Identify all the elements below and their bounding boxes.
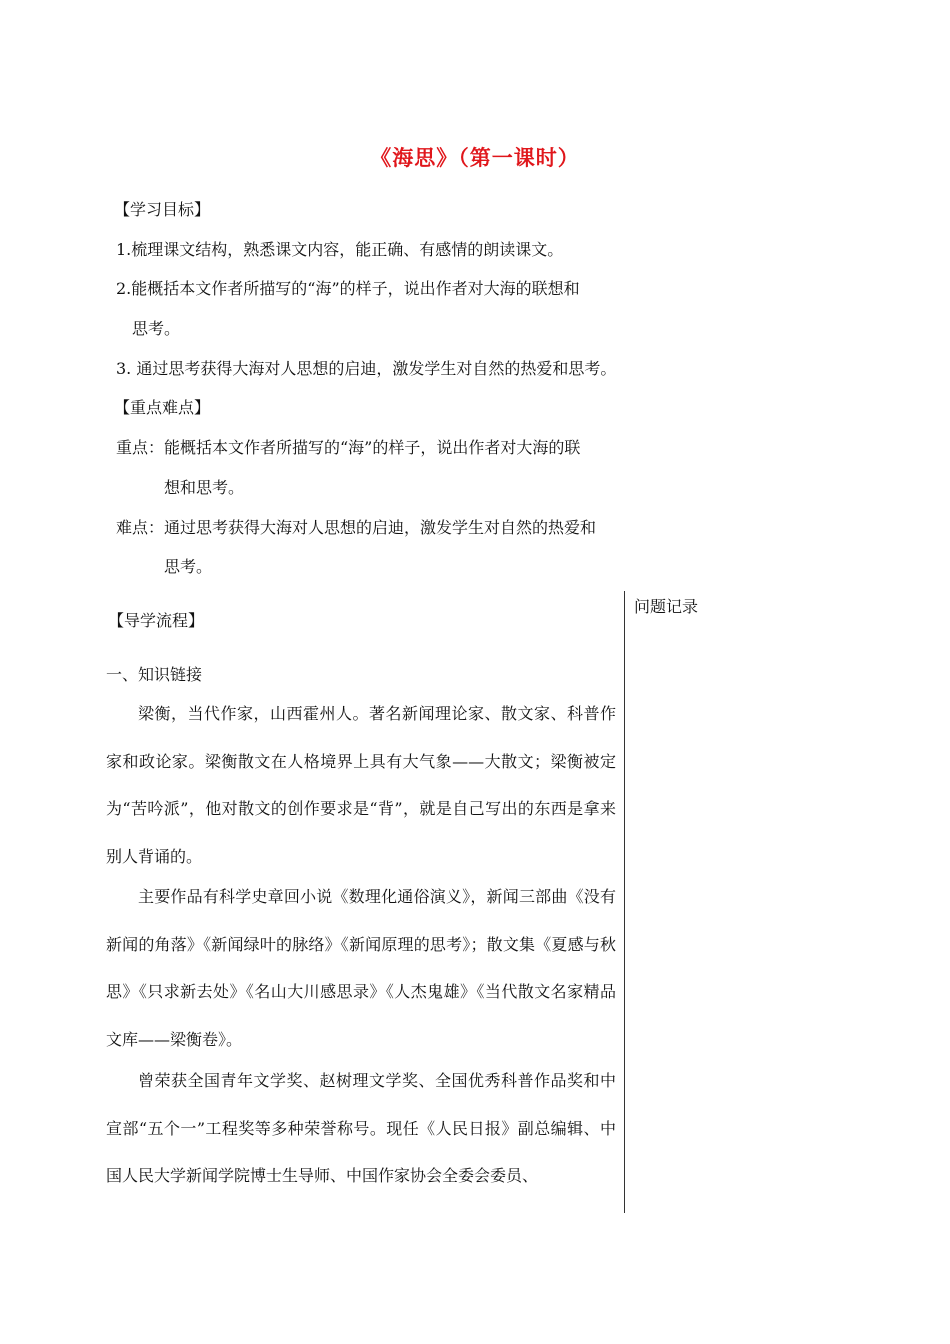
difficulty-label: 难点： (116, 518, 165, 537)
key-label: 重点： (116, 438, 165, 457)
difficulty-line-2: 思考。 (164, 557, 213, 576)
flow-heading: 【导学流程】 (108, 611, 205, 630)
section-knowledge-link: 一、知识链接 (106, 665, 203, 684)
paragraph-honors: 曾荣获全国青年文学奖、赵树理文学奖、全国优秀科普作品奖和中宣部“五个一”工程奖等多种荣誉称号。现任《人民日报》副总编辑、中国人民大学新闻学院博士生导师、中国作家协会全委会委员、 (106, 1071, 616, 1185)
goal-item-1: 1.梳理课文结构，熟悉课文内容，能正确、有感情的朗读课文。 (116, 240, 564, 259)
goal-item-2-cont: 思考。 (132, 319, 181, 338)
paragraph-works: 主要作品有科学史章回小说《数理化通俗演义》，新闻三部曲《没有新闻的角落》《新闻绿叶的脉络》《新闻原理的思考》；散文集《夏感与秋思》《只求新去处》《名山大川感思录》《人杰鬼雄》《当代散文名家精品文库——梁衡卷》。 (106, 887, 616, 1049)
key-points-heading: 【重点难点】 (114, 398, 211, 417)
goal-item-2: 2.能概括本文作者所描写的“海”的样子，说出作者对大海的联想和 (116, 279, 580, 298)
page-title: 《海思》（第一课时） (370, 145, 580, 170)
notes-heading: 问题记录 (634, 597, 699, 616)
column-divider (624, 591, 625, 1213)
difficulty-line-1: 通过思考获得大海对人思想的启迪，激发学生对自然的热爱和 (164, 518, 597, 537)
goal-item-3: 3. 通过思考获得大海对人思想的启迪，激发学生对自然的热爱和思考。 (116, 359, 617, 378)
goals-heading: 【学习目标】 (114, 200, 211, 219)
key-line-2: 想和思考。 (164, 478, 245, 497)
paragraph-bio: 梁衡，当代作家，山西霍州人。著名新闻理论家、散文家、科普作家和政论家。梁衡散文在人格境界上具有大气象——大散文；梁衡被定为“苦吟派”，他对散文的创作要求是“背”，就是自己写出的东西是拿来别人背诵的。 (106, 704, 616, 866)
key-line-1: 能概括本文作者所描写的“海”的样子，说出作者对大海的联 (164, 438, 581, 457)
